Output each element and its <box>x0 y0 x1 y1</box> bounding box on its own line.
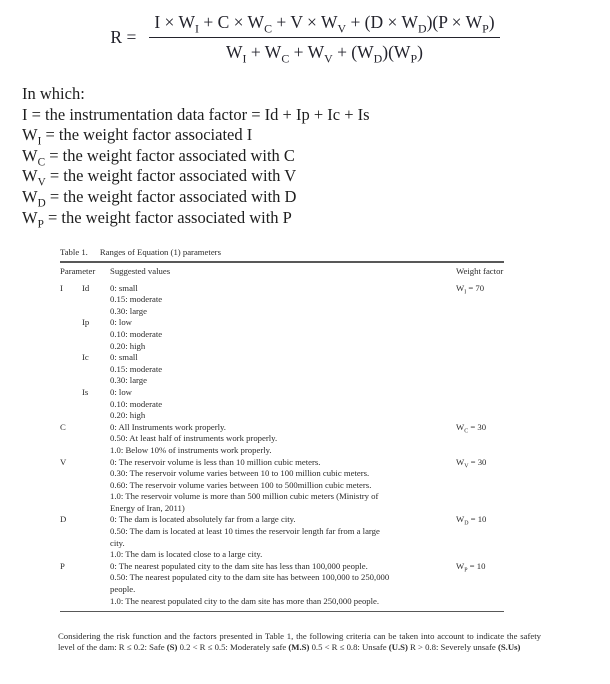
cell-weight-factor <box>456 410 504 422</box>
table-bottom-rule <box>60 611 504 612</box>
cell-suggested-value: 0.50: The nearest populated city to the dam site has between 100,000 to 250,000 <box>110 572 390 583</box>
cell-subparameter <box>82 538 110 550</box>
header-suggested-values: Suggested values <box>110 266 171 276</box>
cell-weight-factor <box>456 538 504 550</box>
cell-subparameter: Ip <box>82 317 90 328</box>
cell-parameter <box>60 410 82 422</box>
header-weight-factor: Weight factor <box>456 266 504 276</box>
equation-fraction <box>149 12 499 66</box>
cell-suggested-value: 1.0: The nearest populated city to the dam site has more than 250,000 people. <box>110 595 380 606</box>
cell-parameter: D <box>60 514 67 525</box>
cell-subparameter <box>82 364 110 376</box>
table-row <box>60 491 504 503</box>
cell-subparameter <box>82 526 110 538</box>
cell-subparameter <box>82 306 110 318</box>
cell-parameter <box>60 317 82 329</box>
cell-parameter <box>60 329 82 341</box>
cell-subparameter <box>82 584 110 596</box>
cell-suggested-value: 0.20: high <box>110 340 146 351</box>
cell-parameter <box>60 375 82 387</box>
cell-subparameter <box>82 329 110 341</box>
cell-weight-factor <box>456 549 504 561</box>
definition-line: I = the instrumentation data factor = Id + Ip + Ic + Is <box>22 104 370 124</box>
cell-subparameter: Id <box>82 282 90 293</box>
cell-parameter: V <box>60 456 67 467</box>
cell-suggested-value: 0.50: At least half of instruments work properly. <box>110 433 278 444</box>
cell-subparameter <box>82 399 110 411</box>
cell-subparameter <box>82 445 110 457</box>
table-row <box>60 294 504 306</box>
cell-weight-factor <box>456 468 504 480</box>
cell-weight-factor: $W_C = 30$ <box>456 421 487 435</box>
table-row <box>60 503 504 515</box>
cell-suggested-value: 0.50: The dam is located at least 10 times the reservoir length far from a large <box>110 526 380 537</box>
cell-weight-factor <box>456 341 504 353</box>
fraction-denominator: $W_I + W_C + W_V + (W_D)(W_P)$ <box>226 42 423 66</box>
cell-weight-factor: $W_I = 70$ <box>456 282 485 296</box>
cell-subparameter <box>82 491 110 503</box>
cell-subparameter <box>82 480 110 492</box>
cell-suggested-value: 0.10: moderate <box>110 398 163 409</box>
table-row <box>60 364 504 376</box>
cell-parameter: C <box>60 421 66 432</box>
table-row <box>60 561 504 573</box>
cell-suggested-value: Energy of Iran, 2011) <box>110 502 185 513</box>
cell-suggested-value: 0.20: high <box>110 410 146 421</box>
cell-subparameter <box>82 422 110 434</box>
cell-subparameter <box>82 503 110 515</box>
header-parameter: Parameter <box>60 266 96 276</box>
table-row <box>60 572 504 584</box>
table-body <box>60 283 504 608</box>
cell-parameter <box>60 480 82 492</box>
cell-suggested-value: 0.30: The reservoir volume varies between 10 to 100 million cubic meters. <box>110 468 370 479</box>
table-row <box>60 526 504 538</box>
cell-parameter <box>60 433 82 445</box>
table-row <box>60 480 504 492</box>
cell-suggested-value: 0: All Instruments work properly. <box>110 421 226 432</box>
cell-weight-factor: $W_P = 10$ <box>456 560 486 574</box>
cell-subparameter <box>82 561 110 573</box>
cell-subparameter <box>82 468 110 480</box>
table-caption-text: Ranges of Equation (1) parameters <box>99 247 221 257</box>
cell-suggested-value: 0.10: moderate <box>110 328 163 339</box>
cell-weight-factor <box>456 364 504 376</box>
cell-suggested-value: 0: The nearest populated city to the dam site has less than 100,000 people. <box>110 560 368 571</box>
cell-parameter <box>60 584 82 596</box>
cell-suggested-value: 0.30: large <box>110 305 147 316</box>
cell-parameter <box>60 491 82 503</box>
table-row <box>60 410 504 422</box>
table-row <box>60 387 504 399</box>
cell-parameter <box>60 341 82 353</box>
cell-weight-factor <box>456 352 504 364</box>
definition-line: $W_C$ = the weight factor associated with C <box>22 145 295 169</box>
cell-weight-factor <box>456 526 504 538</box>
table-row <box>60 596 504 608</box>
table-row <box>60 375 504 387</box>
cell-parameter <box>60 294 82 306</box>
table-row <box>60 283 504 295</box>
fraction-numerator: $I \times W_I + C \times W_C + V \times W_V + (D \times W_D)(P \times W_P)$ <box>149 12 499 38</box>
table-row <box>60 433 504 445</box>
cell-suggested-value: 0: low <box>110 386 132 397</box>
table-row <box>60 445 504 457</box>
cell-weight-factor: $W_D = 10$ <box>456 514 487 528</box>
cell-weight-factor <box>456 399 504 411</box>
cell-weight-factor: $W_V = 30$ <box>456 456 487 470</box>
cell-suggested-value: 0: low <box>110 317 132 328</box>
cell-parameter <box>60 572 82 584</box>
cell-suggested-value: 0: The dam is located absolutely far from a large city. <box>110 514 296 525</box>
cell-subparameter: Ic <box>82 352 89 363</box>
equation-risk-function <box>0 12 610 66</box>
cell-suggested-value: people. <box>110 584 136 595</box>
cell-suggested-value: 0: small <box>110 282 138 293</box>
cell-weight-factor <box>456 329 504 341</box>
cell-weight-factor <box>456 306 504 318</box>
cell-subparameter: Is <box>82 386 89 397</box>
cell-parameter <box>60 526 82 538</box>
cell-parameter <box>60 364 82 376</box>
cell-parameter <box>60 596 82 608</box>
cell-subparameter <box>82 410 110 422</box>
cell-suggested-value: 1.0: The dam is located close to a large city. <box>110 549 263 560</box>
cell-subparameter <box>82 596 110 608</box>
definition-line: $W_P$ = the weight factor associated with P <box>22 207 292 230</box>
symbol-definitions <box>22 84 370 228</box>
cell-subparameter <box>82 457 110 469</box>
definition-line: $W_D$ = the weight factor associated with D <box>22 186 297 210</box>
table-row <box>60 329 504 341</box>
cell-weight-factor <box>456 433 504 445</box>
cell-weight-factor <box>456 596 504 608</box>
table-row <box>60 514 504 526</box>
cell-suggested-value: 0: The reservoir volume is less than 10 million cubic meters. <box>110 456 321 467</box>
cell-weight-factor <box>456 445 504 457</box>
cell-weight-factor <box>456 317 504 329</box>
cell-suggested-value: 0.30: large <box>110 375 147 386</box>
table-row <box>60 341 504 353</box>
table-row <box>60 317 504 329</box>
cell-subparameter <box>82 572 110 584</box>
cell-suggested-value: city. <box>110 537 125 548</box>
table-footnote: Considering the risk function and the factors presented in Table 1, the following criteria can be taken into account to indicate the safety level of the dam: R ≤ 0.2: Safe (S) 0.2 < R ≤ 0.5: Moderately safe (M.S) 0.5 < R ≤ 0.8: Unsafe (U.S) R > 0.8: Severely unsafe (S.Us) <box>58 631 541 653</box>
cell-parameter <box>60 549 82 561</box>
definition-line: In which: <box>22 84 85 103</box>
cell-parameter <box>60 352 82 364</box>
table-caption <box>60 247 504 258</box>
cell-parameter <box>60 387 82 399</box>
cell-parameter <box>60 399 82 411</box>
definition-line: $W_V$ = the weight factor associated with V <box>22 166 297 189</box>
table-row <box>60 422 504 434</box>
table-row <box>60 457 504 469</box>
cell-suggested-value: 0: small <box>110 352 138 363</box>
cell-parameter <box>60 306 82 318</box>
equation-lhs: R = <box>110 27 137 47</box>
cell-weight-factor <box>456 480 504 492</box>
cell-parameter <box>60 503 82 515</box>
table-row <box>60 538 504 550</box>
cell-subparameter <box>82 375 110 387</box>
cell-subparameter <box>82 549 110 561</box>
cell-parameter <box>60 468 82 480</box>
cell-subparameter <box>82 341 110 353</box>
cell-suggested-value: 0.15: moderate <box>110 363 163 374</box>
cell-weight-factor <box>456 294 504 306</box>
cell-weight-factor <box>456 387 504 399</box>
cell-suggested-value: 1.0: Below 10% of instruments work properly. <box>110 444 272 455</box>
cell-subparameter <box>82 514 110 526</box>
cell-suggested-value: 1.0: The reservoir volume is more than 500 million cubic meters (Ministry of <box>110 491 379 502</box>
cell-suggested-value: 0.15: moderate <box>110 294 163 305</box>
cell-weight-factor <box>456 584 504 596</box>
table-caption-label: Table 1. <box>60 247 88 257</box>
cell-parameter <box>60 538 82 550</box>
table-row <box>60 306 504 318</box>
table-row <box>60 549 504 561</box>
cell-parameter: I <box>60 282 63 293</box>
cell-weight-factor <box>456 491 504 503</box>
cell-weight-factor <box>456 503 504 515</box>
cell-weight-factor <box>456 375 504 387</box>
table-row <box>60 399 504 411</box>
cell-subparameter <box>82 433 110 445</box>
cell-parameter <box>60 445 82 457</box>
cell-parameter: P <box>60 560 65 571</box>
table-1 <box>60 247 504 612</box>
table-row <box>60 584 504 596</box>
table-header-row <box>60 266 504 278</box>
table-top-rule <box>60 261 504 263</box>
table-row <box>60 468 504 480</box>
definition-line: $W_I$ = the weight factor associated I <box>22 125 253 148</box>
table-row <box>60 352 504 364</box>
cell-weight-factor <box>456 572 504 584</box>
cell-suggested-value: 0.60: The reservoir volume varies between 100 to 500million cubic meters. <box>110 479 372 490</box>
cell-subparameter <box>82 294 110 306</box>
